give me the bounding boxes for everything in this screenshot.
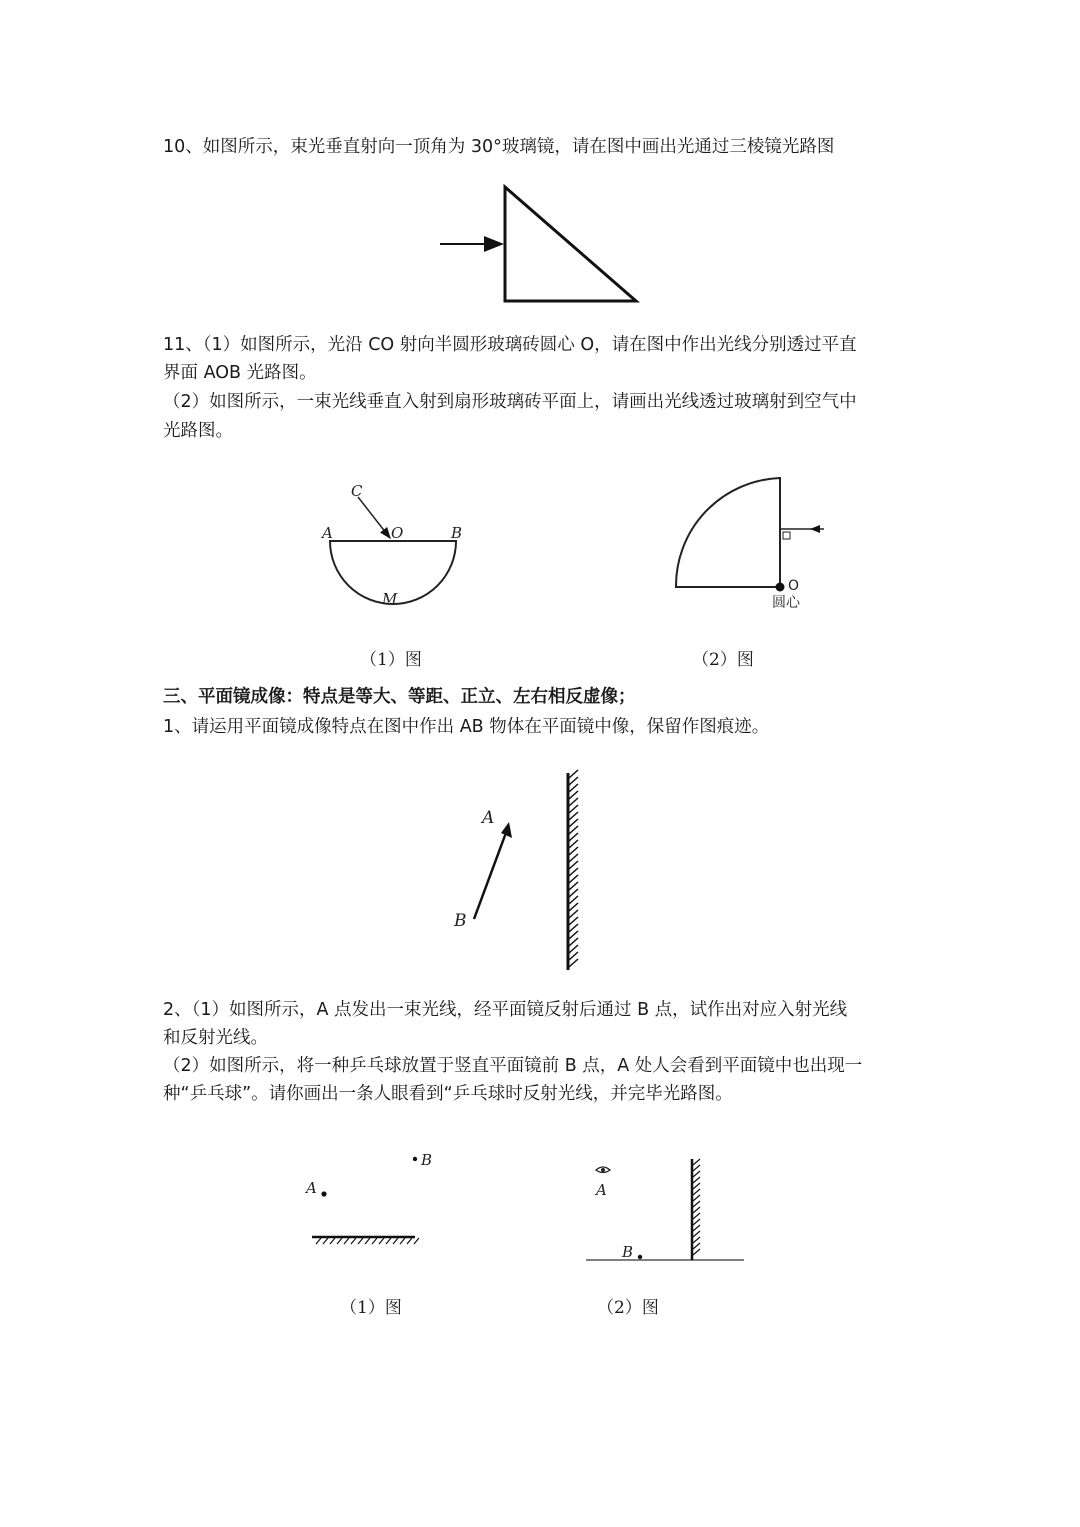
mirror-hatch [569, 938, 578, 946]
ball-B [638, 1255, 642, 1259]
s3-q2-line2: 和反射光线。 [163, 1028, 268, 1048]
mirror-hatch [365, 1238, 370, 1244]
sector-glass [676, 478, 780, 587]
mirror-hatch [693, 1201, 700, 1207]
mirror-hatch [569, 896, 578, 904]
vertical-mirror [568, 770, 578, 970]
q11-fig1-caption: （1）图 [360, 650, 422, 670]
mirror-hatch [569, 791, 578, 799]
mirror-hatch [569, 784, 578, 792]
mirror-hatch [569, 861, 578, 869]
mirror-hatch [569, 812, 578, 820]
mirror-hatch [344, 1238, 349, 1244]
mirror-hatch [569, 798, 578, 806]
plane-mirror-figure [440, 770, 600, 975]
mirror-hatch [407, 1238, 412, 1244]
mirror-hatch [569, 840, 578, 848]
object-AB [474, 830, 507, 919]
q11-line3: （2）如图所示，一束光线垂直入射到扇形玻璃砖平面上，请画出光线透过玻璃射到空气中 [163, 392, 857, 412]
mirror-hatch [569, 945, 578, 953]
label-B-obj: B [454, 911, 467, 931]
label-A-2: A [596, 1181, 607, 1199]
mirror-hatch [569, 903, 578, 911]
ray-CO [358, 497, 390, 538]
mirror-hatch [569, 917, 578, 925]
s3-q2-line1: 2、（1）如图所示，A 点发出一束光线，经平面镜反射后通过 B 点，试作出对应入射光线 [163, 1000, 848, 1020]
mirror-hatch [569, 854, 578, 862]
mirror-hatch [372, 1238, 377, 1244]
mirror-hatch [337, 1238, 342, 1244]
label-A-obj: A [482, 808, 495, 828]
q10-text: 10、如图所示，束光垂直射向一顶角为 30°玻璃镜，请在图中画出光通过三棱镜光路图 [163, 137, 835, 157]
mirror-hatch [569, 931, 578, 939]
mirror-hatch [569, 959, 578, 967]
mirror-hatch [693, 1219, 700, 1225]
s3-q2-line3: （2）如图所示，将一种乒乓球放置于竖直平面镜前 B 点，A 处人会看到平面镜中也出现一 [163, 1056, 863, 1076]
reflection-figure-1 [300, 1148, 433, 1248]
mirror-hatch [693, 1213, 700, 1219]
label-O: O [391, 524, 404, 542]
label-B-1: B [421, 1151, 433, 1169]
mirror-hatch [693, 1195, 700, 1201]
mirror-hatch [693, 1183, 700, 1189]
mirror-hatch [693, 1243, 700, 1249]
sector-figure [670, 474, 830, 614]
mirror-hatch [569, 826, 578, 834]
prism-triangle [505, 187, 636, 301]
s3-q2-fig1-caption: （1）图 [340, 1298, 402, 1318]
mirror-hatch [569, 847, 578, 855]
point-B [413, 1157, 417, 1161]
label-center: 圆心 [772, 595, 800, 611]
arrowhead-A [501, 822, 512, 838]
s3-q2-fig2-caption: （2）图 [597, 1298, 659, 1318]
mirror-hatch [693, 1225, 700, 1231]
label-B-2: B [622, 1243, 634, 1261]
mirror-hatch [569, 770, 578, 778]
label-B: B [451, 524, 463, 542]
arrowhead-2 [810, 525, 820, 533]
mirror-hatch [400, 1238, 405, 1244]
mirror-hatch [351, 1238, 356, 1244]
label-C: C [351, 482, 363, 500]
mirror-hatch [693, 1231, 700, 1237]
mirror-hatch [414, 1238, 419, 1244]
mirror-hatch [693, 1159, 700, 1165]
q11-fig2-caption: （2）图 [692, 650, 754, 670]
semicircle-figure [318, 480, 468, 615]
mirror-hatch [693, 1177, 700, 1183]
mirror-hatch [569, 910, 578, 918]
q11-line4: 光路图。 [163, 421, 233, 441]
q11-line2: 界面 AOB 光路图。 [163, 363, 317, 383]
mirror-hatch [569, 833, 578, 841]
mirror-hatch [569, 819, 578, 827]
mirror-hatch [358, 1238, 363, 1244]
q11-line1: 11、（1）如图所示，光沿 CO 射向半圆形玻璃砖圆心 O，请在图中作出光线分别透过平直 [163, 335, 857, 355]
mirror-hatch [386, 1238, 391, 1244]
point-A [321, 1191, 326, 1196]
mirror-hatch [569, 924, 578, 932]
mirror-hatch [323, 1238, 328, 1244]
mirror-hatch [330, 1238, 335, 1244]
mirror-hatch [569, 882, 578, 890]
mirror-hatch [693, 1237, 700, 1243]
right-angle-mark [783, 532, 790, 539]
vertical-mirror-2 [692, 1159, 700, 1260]
center-point [776, 583, 785, 592]
label-A: A [322, 524, 333, 542]
mirror-hatch [569, 805, 578, 813]
mirror-hatch [569, 875, 578, 883]
mirror-hatch [316, 1238, 321, 1244]
label-A-1: A [306, 1179, 317, 1197]
mirror-hatch [379, 1238, 384, 1244]
label-M: M [382, 590, 398, 608]
mirror-hatch [693, 1189, 700, 1195]
mirror-hatch [569, 952, 578, 960]
mirror-hatch [693, 1207, 700, 1213]
mirror-hatch [569, 777, 578, 785]
mirror-hatch [693, 1249, 700, 1255]
section3-heading: 三、平面镜成像：特点是等大、等距、正立、左右相反虚像； [163, 687, 636, 707]
s3-q1-text: 1、请运用平面镜成像特点在图中作出 AB 物体在平面镜中像，保留作图痕迹。 [163, 717, 770, 737]
mirror-hatch [393, 1238, 398, 1244]
mirror-hatch [693, 1165, 700, 1171]
mirror-hatch [569, 889, 578, 897]
label-O-sector: O [788, 578, 800, 594]
mirror-hatch [569, 868, 578, 876]
mirror-hatch [693, 1171, 700, 1177]
s3-q2-line4: 种“乒乓球”。请你画出一条人眼看到“乒乓球时反射光线，并完毕光路图。 [163, 1084, 733, 1104]
reflection-figure-2 [582, 1155, 752, 1280]
prism-figure [436, 183, 646, 308]
horizontal-mirror [312, 1237, 419, 1244]
